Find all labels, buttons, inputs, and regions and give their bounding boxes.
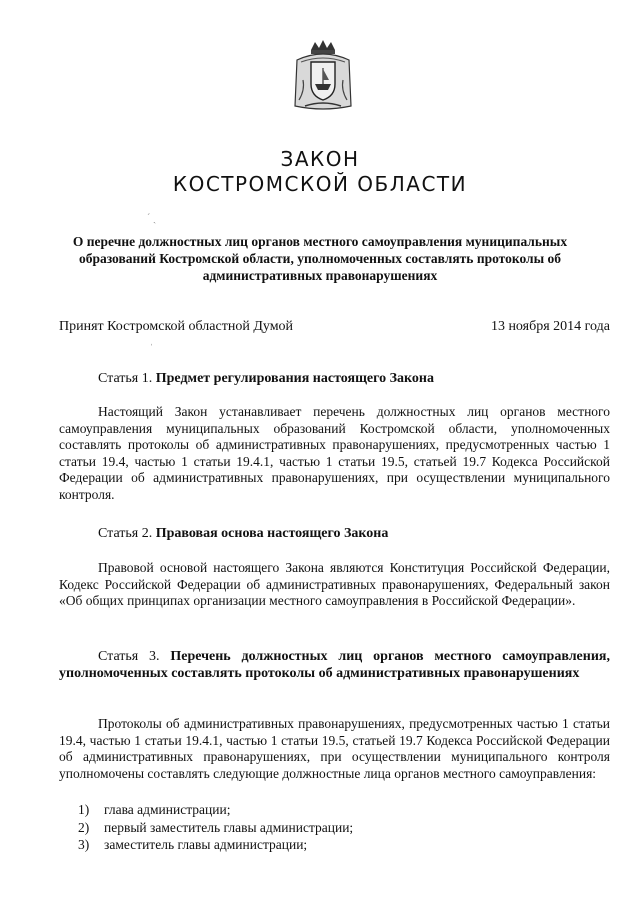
article-3-label: Статья 3. — [98, 649, 160, 664]
article-2-text: Правовой основой настоящего Закона являются Конституция Российской Федерации, Кодекс Российской Федерации об административных правонарушениях, Федеральный закон «Об общих принципах организации местного самоуправления в Российской Федерации». — [59, 560, 610, 609]
article-1-title: Предмет регулирования настоящего Закона — [155, 371, 434, 386]
article-2-label: Статья 2. — [98, 526, 153, 541]
law-subtitle: О перечне должностных лиц органов местного самоуправления муниципальных образований Костромской области, уполномоченных составлять протоколы об административных правонарушениях — [72, 234, 568, 283]
scan-speck: ˈ — [150, 343, 154, 354]
list-item — [78, 819, 353, 837]
article-3-text: Протоколы об административных правонарушениях, предусмотренных частью 1 статьи 19.4, частью 1 статьи 19.4.1, частью 1 статьи 19.5, статьей 19.7 Кодекса Российской Федерации об административных правонарушениях, при осуществлении муниципального контроля уполномочены составлять следующие должностные лица органов местного самоуправления: — [59, 716, 610, 781]
list-item — [78, 836, 353, 854]
list-item-text: первый заместитель главы администрации; — [104, 819, 354, 835]
article-1-text: Настоящий Закон устанавливает перечень должностных лиц органов местного самоуправления муниципальных образований Костромской области, уполномоченных составлять протоколы об административных правонарушениях, предусмотренных частью 1 статьи 19.4, частью 1 статьи 19.4.1, частью 1 статьи 19.5, статьей 19.7 Кодекса Российской Федерации об административных правонарушениях, при осуществлении муниципального контроля. — [59, 404, 610, 502]
scan-speck: ˊ ˎ — [147, 213, 157, 224]
list-item-number: 1) — [78, 802, 90, 817]
law-title-line1: ЗАКОН — [280, 147, 360, 171]
list-item-text: заместитель главы администрации; — [104, 837, 308, 852]
list-item — [78, 801, 353, 819]
law-title-line2: КОСТРОМСКОЙ ОБЛАСТИ — [172, 172, 468, 196]
article-3-title: Перечень должностных лиц органов местного самоуправления, уполномоченных составлять протоколы об административных правонарушениях — [59, 649, 610, 681]
article-1-heading — [98, 371, 434, 387]
list-item-number: 3) — [78, 837, 90, 852]
article-3-heading — [59, 648, 610, 682]
list-item-text: глава администрации; — [104, 802, 231, 817]
adoption-date: 13 ноября 2014 года — [490, 319, 610, 334]
official-list — [78, 801, 353, 854]
article-1-label: Статья 1. — [98, 371, 153, 386]
adopted-by: Принят Костромской областной Думой — [59, 319, 294, 334]
list-item-number: 2) — [78, 819, 90, 835]
article-2-heading — [98, 526, 388, 542]
article-2-title: Правовая основа настоящего Закона — [155, 526, 389, 541]
coat-of-arms-emblem — [291, 40, 355, 112]
